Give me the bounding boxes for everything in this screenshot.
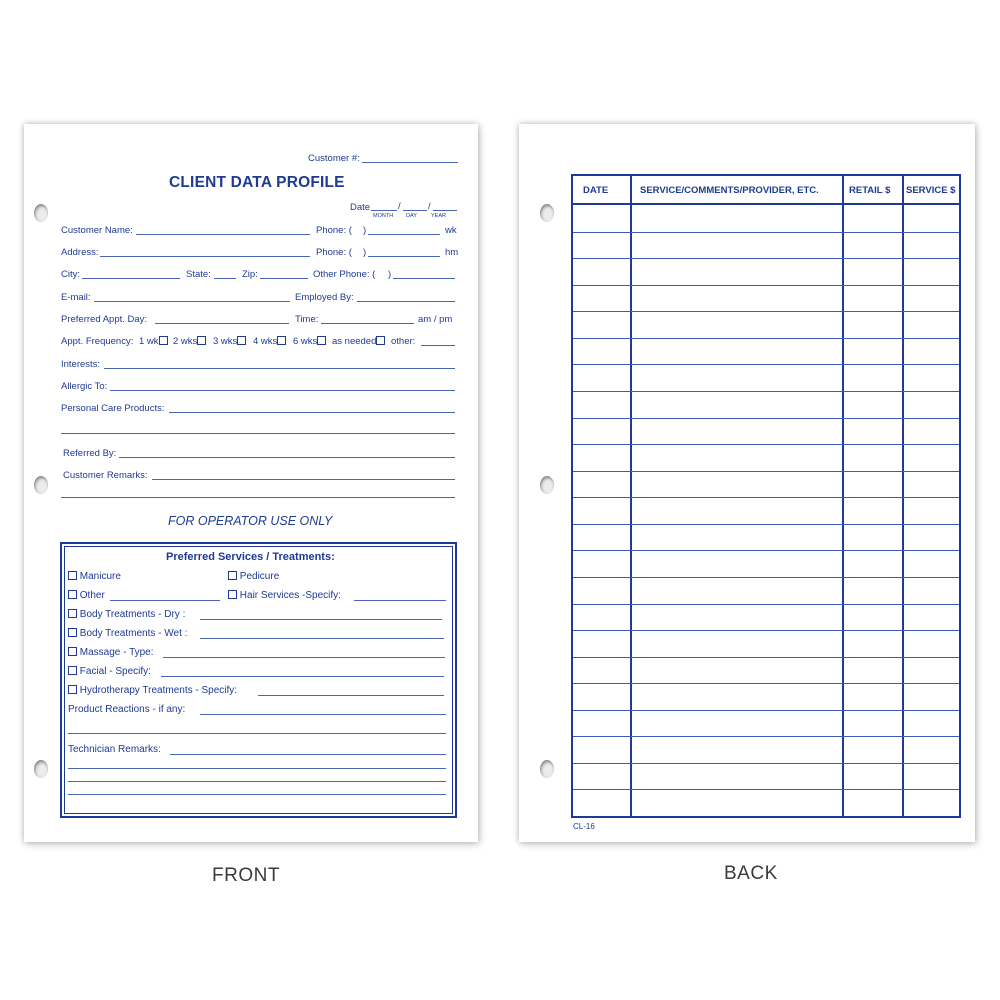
referred-by-line[interactable]: [119, 457, 455, 458]
freq-1wk[interactable]: 1 wk: [139, 336, 168, 347]
table-row-line: [573, 683, 959, 684]
freq-other-line[interactable]: [421, 345, 455, 346]
back-caption: BACK: [724, 863, 778, 884]
personal-care-line[interactable]: [169, 412, 455, 413]
hydrotherapy-option[interactable]: Hydrotherapy Treatments - Specify:: [68, 685, 237, 696]
freq-3wks[interactable]: 3 wks: [213, 336, 246, 347]
preferred-day-line[interactable]: [155, 323, 289, 324]
body-dry-line[interactable]: [200, 619, 442, 620]
phone-work-line[interactable]: [368, 234, 440, 235]
product-reactions-line[interactable]: [200, 714, 446, 715]
allergic-line[interactable]: [110, 390, 455, 391]
table-row-line: [573, 338, 959, 339]
punch-hole: [34, 760, 48, 778]
punch-hole: [540, 476, 554, 494]
product-reactions-line-2[interactable]: [68, 733, 446, 734]
customer-remarks-line[interactable]: [152, 479, 455, 480]
checkbox-icon[interactable]: [317, 336, 326, 345]
date-month-caption: MONTH: [373, 213, 394, 219]
body-dry-option[interactable]: Body Treatments - Dry :: [68, 609, 185, 620]
phone-home-line[interactable]: [368, 256, 440, 257]
checkbox-icon[interactable]: [68, 628, 77, 637]
hm-label: hm: [445, 247, 459, 258]
hair-services-option[interactable]: Hair Services -Specify:: [228, 590, 341, 601]
facial-option[interactable]: Facial - Specify:: [68, 666, 151, 677]
table-row-line: [573, 311, 959, 312]
technician-remarks-line-3[interactable]: [68, 781, 446, 782]
city-line[interactable]: [82, 278, 180, 279]
table-row-line: [573, 524, 959, 525]
body-wet-line[interactable]: [200, 638, 444, 639]
checkbox-icon[interactable]: [68, 685, 77, 694]
other-line[interactable]: [110, 600, 220, 601]
column-divider: [902, 176, 904, 816]
date-year-line[interactable]: [433, 210, 457, 211]
time-label: Time:: [295, 314, 319, 325]
date-day-line[interactable]: [403, 210, 427, 211]
punch-hole: [34, 476, 48, 494]
back-card: [519, 124, 975, 842]
customer-number-label: Customer #:: [308, 153, 360, 164]
checkbox-icon[interactable]: [277, 336, 286, 345]
table-row-line: [573, 604, 959, 605]
product-reactions-label: Product Reactions - if any:: [68, 704, 186, 715]
checkbox-icon[interactable]: [237, 336, 246, 345]
checkbox-icon[interactable]: [228, 590, 237, 599]
other-phone-label: Other Phone: (: [313, 269, 376, 280]
table-row-line: [573, 763, 959, 764]
checkbox-icon[interactable]: [68, 609, 77, 618]
other-phone-line[interactable]: [393, 278, 455, 279]
header-service-amount: SERVICE $: [906, 185, 956, 196]
table-row-line: [573, 550, 959, 551]
technician-remarks-line[interactable]: [170, 754, 446, 755]
address-line[interactable]: [100, 256, 310, 257]
time-line[interactable]: [321, 323, 414, 324]
header-retail: RETAIL $: [849, 185, 891, 196]
punch-hole: [540, 204, 554, 222]
freq-4wks[interactable]: 4 wks: [253, 336, 286, 347]
date-label: Date: [350, 202, 371, 213]
date-day-caption: DAY: [406, 213, 417, 219]
technician-remarks-line-2[interactable]: [68, 768, 446, 769]
header-divider: [573, 203, 959, 205]
header-date: DATE: [583, 185, 609, 196]
personal-care-line-2[interactable]: [61, 433, 455, 434]
checkbox-icon[interactable]: [68, 647, 77, 656]
punch-hole: [540, 760, 554, 778]
pedicure-option[interactable]: Pedicure: [228, 571, 279, 582]
freq-as-needed[interactable]: as needed: [332, 336, 385, 347]
facial-line[interactable]: [161, 676, 444, 677]
city-label: City:: [61, 269, 80, 280]
massage-option[interactable]: Massage - Type:: [68, 647, 154, 658]
customer-number-line[interactable]: [362, 162, 458, 163]
freq-other-label: other:: [391, 336, 416, 347]
hydrotherapy-line[interactable]: [258, 695, 444, 696]
table-row-line: [573, 418, 959, 419]
header-service-comments: SERVICE/COMMENTS/PROVIDER, ETC.: [640, 185, 819, 196]
zip-line[interactable]: [260, 278, 308, 279]
interests-line[interactable]: [104, 368, 455, 369]
frequency-label: Appt. Frequency:: [61, 336, 134, 347]
table-row-line: [573, 497, 959, 498]
table-row-line: [573, 258, 959, 259]
referred-by-label: Referred By:: [63, 448, 117, 459]
services-box: [60, 542, 457, 818]
checkbox-icon[interactable]: [68, 571, 77, 580]
service-history-table: [571, 174, 961, 818]
table-row-line: [573, 391, 959, 392]
state-label: State:: [186, 269, 211, 280]
address-label: Address:: [61, 247, 99, 258]
phone-home-label: Phone: (: [316, 247, 352, 258]
customer-remarks-line-2[interactable]: [61, 497, 455, 498]
zip-label: Zip:: [242, 269, 258, 280]
checkbox-icon[interactable]: [376, 336, 385, 345]
email-line[interactable]: [94, 301, 290, 302]
checkbox-icon[interactable]: [228, 571, 237, 580]
technician-remarks-label: Technician Remarks:: [68, 744, 161, 755]
punch-hole: [34, 204, 48, 222]
body-wet-option[interactable]: Body Treatments - Wet :: [68, 628, 187, 639]
employed-by-label: Employed By:: [295, 292, 354, 303]
date-year-caption: YEAR: [431, 213, 446, 219]
table-row-line: [573, 285, 959, 286]
hair-services-line[interactable]: [354, 600, 446, 601]
checkbox-icon[interactable]: [68, 590, 77, 599]
customer-name-label: Customer Name:: [61, 225, 133, 236]
phone-work-label: Phone: (: [316, 225, 352, 236]
front-card: Customer #: CLIENT DATA PROFILE Date / / MONTH DAY YEAR Customer Name: Phone: ( ) wk Address: Phone: ( ) hm City: State: Zip: Other Phone: ( ) E-mail: Employed By: Preferred Appt. Day: Time: am / pm Appt. Frequency: 1 wk 2 wks 3 wks 4 wks 6 wks as needed other: Interests: Allergic To: Personal Care Products: Referred By: Customer Remarks: FOR OPERATOR USE ONLY Preferred Services / Treatments: Manicure Pedicure Other Hair Services -Specify: Body Treatments - Dry : Body Treatments - Wet : Massage - Type: Facial - Specify: Hydrotherapy Treatments - Specify: Product Reactions - if any: Technician Remarks:: [24, 124, 478, 842]
table-row-line: [573, 471, 959, 472]
am-pm-label: am / pm: [418, 314, 453, 325]
column-divider: [630, 176, 632, 816]
personal-care-label: Personal Care Products:: [61, 403, 165, 414]
table-row-line: [573, 364, 959, 365]
employed-by-line[interactable]: [357, 301, 455, 302]
freq-2wks[interactable]: 2 wks: [173, 336, 206, 347]
customer-remarks-label: Customer Remarks:: [63, 470, 148, 481]
table-row-line: [573, 710, 959, 711]
front-caption: FRONT: [212, 865, 280, 886]
services-heading: Preferred Services / Treatments:: [166, 551, 335, 563]
freq-6wks[interactable]: 6 wks: [293, 336, 326, 347]
interests-label: Interests:: [61, 359, 101, 370]
table-row-line: [573, 789, 959, 790]
table-row-line: [573, 657, 959, 658]
checkbox-icon[interactable]: [68, 666, 77, 675]
manicure-option[interactable]: Manicure: [68, 571, 121, 582]
wk-label: wk: [445, 225, 457, 236]
table-row-line: [573, 232, 959, 233]
form-title: CLIENT DATA PROFILE: [169, 174, 345, 191]
column-divider: [842, 176, 844, 816]
other-option[interactable]: Other: [68, 590, 105, 601]
table-row-line: [573, 577, 959, 578]
preferred-day-label: Preferred Appt. Day:: [61, 314, 148, 325]
table-row-line: [573, 630, 959, 631]
checkbox-icon[interactable]: [159, 336, 168, 345]
email-label: E-mail:: [61, 292, 91, 303]
operator-use-title: FOR OPERATOR USE ONLY: [168, 514, 333, 528]
customer-name-line[interactable]: [136, 234, 310, 235]
form-code: CL-16: [573, 822, 595, 831]
massage-line[interactable]: [163, 657, 445, 658]
date-month-line[interactable]: [371, 210, 397, 211]
checkbox-icon[interactable]: [197, 336, 206, 345]
state-line[interactable]: [214, 278, 236, 279]
technician-remarks-line-4[interactable]: [68, 794, 446, 795]
table-row-line: [573, 444, 959, 445]
table-row-line: [573, 736, 959, 737]
allergic-label: Allergic To:: [61, 381, 108, 392]
